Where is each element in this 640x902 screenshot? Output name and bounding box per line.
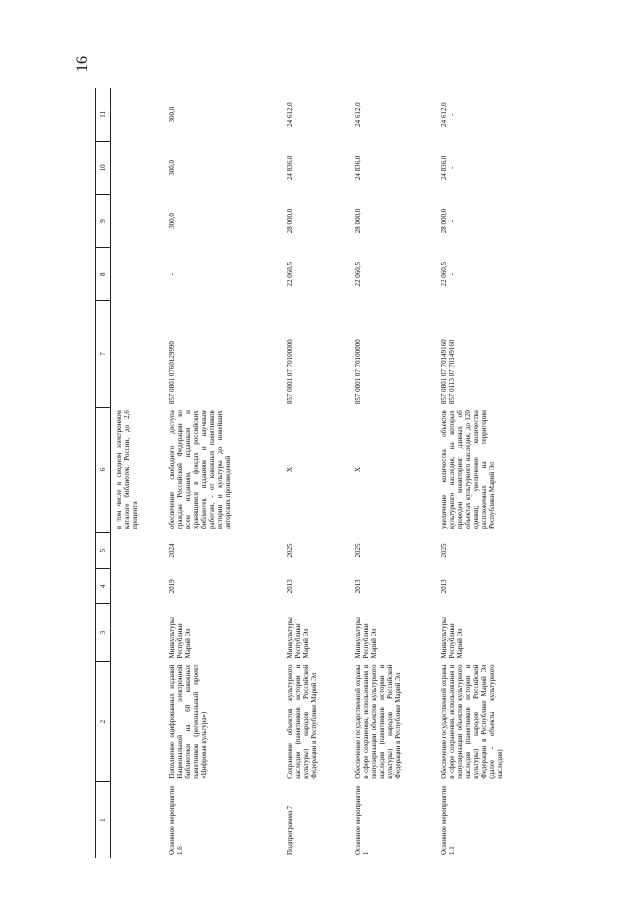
event-name-cell: Сохранение объектов культурного наследия (памятников истории и культуры) народов Российской Федерации в Республике Марий Эл <box>285 664 318 779</box>
event-code-cell: Основное мероприятие 1.1 <box>439 785 456 855</box>
column-number-5: 5 <box>96 532 111 569</box>
amount-cell-9 <box>111 194 167 247</box>
amount-cell-11 <box>111 88 167 141</box>
table-row <box>111 88 167 858</box>
event-name-cell: Обеспечение государственной охраны в сфере сохранения, использования и популяризации объектов культурного наследия (памятников истории и культуры) народов Российской Федерации в Республике Марий Эл (далее - объекты культурного наследия) <box>439 664 504 779</box>
column-number-6: 6 <box>96 407 111 532</box>
budget-code-cell: 857 0801 0760129990 <box>167 341 176 405</box>
column-number-11: 11 <box>96 88 111 141</box>
expected-result-cell: обеспечение свободного доступа граждан Российской Федерации ко всем изданиям, изданным и хранящимся в фондах российских библиотек изданиям и научным работам, - от книжных памятников истории и культуры до новейших авторских произведений <box>167 410 232 530</box>
column-number-8: 8 <box>96 248 111 301</box>
executor-cell: Минкультуры Республики Марий Эл <box>285 617 310 659</box>
amount-cell-11: 24 612,0 <box>285 102 294 127</box>
event-code-cell <box>111 782 167 858</box>
start-year-cell: 2013 <box>353 579 362 594</box>
start-year-cell: 2019 <box>167 579 176 594</box>
amount-cell-10 <box>111 141 167 194</box>
event-code-cell: Подпрограмма 7 <box>285 805 294 855</box>
table-row <box>353 88 439 858</box>
end-year-cell: 2025 <box>285 543 294 558</box>
event-name-cell <box>111 661 167 781</box>
column-number-1: 1 <box>96 782 111 858</box>
amount-cell-11: 300,0 <box>167 106 176 123</box>
table-row <box>167 88 285 858</box>
amount-cell-11: 24 612,0 <box>353 102 362 127</box>
table-row <box>439 88 531 858</box>
amount-cell-9: 28 000,0 - <box>439 208 456 234</box>
budget-code-cell: 857 0801 07 70100000 <box>353 339 362 405</box>
start-year-cell <box>111 569 167 604</box>
program-table <box>95 88 531 858</box>
event-name-cell: Пополнение оцифрованных изданий Национальной электронной библиотеки на 60 книжных памятников (региональный проект «Цифровая культура») <box>167 664 208 779</box>
executor-cell: Минкультуры Республики Марий Эл <box>439 617 464 659</box>
end-year-cell: 2025 <box>439 543 448 558</box>
amount-cell-8: 22 060,5 <box>353 261 362 287</box>
column-number-9: 9 <box>96 194 111 247</box>
rotated-page-content <box>95 88 530 858</box>
table-row <box>285 88 353 858</box>
amount-cell-8: 22 060,5 - <box>439 261 456 287</box>
expected-result-cell: X <box>353 467 362 473</box>
amount-cell-8: 22 060,5 <box>285 261 294 287</box>
executor-cell <box>111 604 167 662</box>
expected-result-cell: в том числе в сводном электронном каталоге библиотек России, до 2,6 процента <box>115 410 139 530</box>
budget-code-cell: 857 0801 07 70100000 <box>285 339 294 405</box>
page-number: 16 <box>74 56 91 72</box>
column-number-2: 2 <box>96 661 111 781</box>
event-name-cell: Обеспечение государственной охраны в сфере сохранения, использования и популяризации объектов культурного наследия (памятников истории и культуры) народов Российской Федерации в Республике Марий Эл <box>353 664 402 779</box>
executor-cell: Минкультуры Республики Марий Эл <box>167 617 192 659</box>
column-number-4: 4 <box>96 569 111 604</box>
expected-result-cell: X <box>285 467 294 473</box>
end-year-cell <box>111 532 167 569</box>
event-code-cell: Основное мероприятие 1 <box>353 785 370 855</box>
amount-cell-10: 300,0 <box>167 160 176 176</box>
amount-cell-8: - <box>167 273 176 276</box>
executor-cell: Минкультуры Республики Марий Эл <box>353 617 378 659</box>
amount-cell-10: 24 836,0 - <box>439 155 456 181</box>
amount-cell-11: 24 612,0 - <box>439 102 456 127</box>
budget-code-cell: 857 0801 07 70149160 857 0113 07 70149160 <box>439 339 456 405</box>
end-year-cell: 2025 <box>353 543 362 558</box>
column-number-10: 10 <box>96 141 111 194</box>
amount-cell-9: 28 000,0 <box>285 208 294 234</box>
amount-cell-10: 24 836,0 <box>353 155 362 181</box>
event-code-cell: Основное мероприятие 1.6 <box>167 785 184 855</box>
amount-cell-9: 28 000,0 <box>353 208 362 234</box>
column-number-3: 3 <box>96 604 111 662</box>
expected-result-cell: увеличение количества объектов культурного наследия, на которых проведен мониторинг данных об объектах культурного наследия, до 120 единиц; увеличение количества распложенных на территории Республики Марий Эл <box>439 410 496 530</box>
start-year-cell: 2013 <box>439 579 448 594</box>
column-number-header <box>96 88 111 858</box>
column-number-7: 7 <box>96 301 111 407</box>
start-year-cell: 2013 <box>285 579 294 594</box>
end-year-cell: 2024 <box>167 543 176 558</box>
amount-cell-8 <box>111 248 167 301</box>
budget-code-cell <box>111 301 167 407</box>
amount-cell-9: 300,0 <box>167 213 176 229</box>
amount-cell-10: 24 836,0 <box>285 155 294 181</box>
